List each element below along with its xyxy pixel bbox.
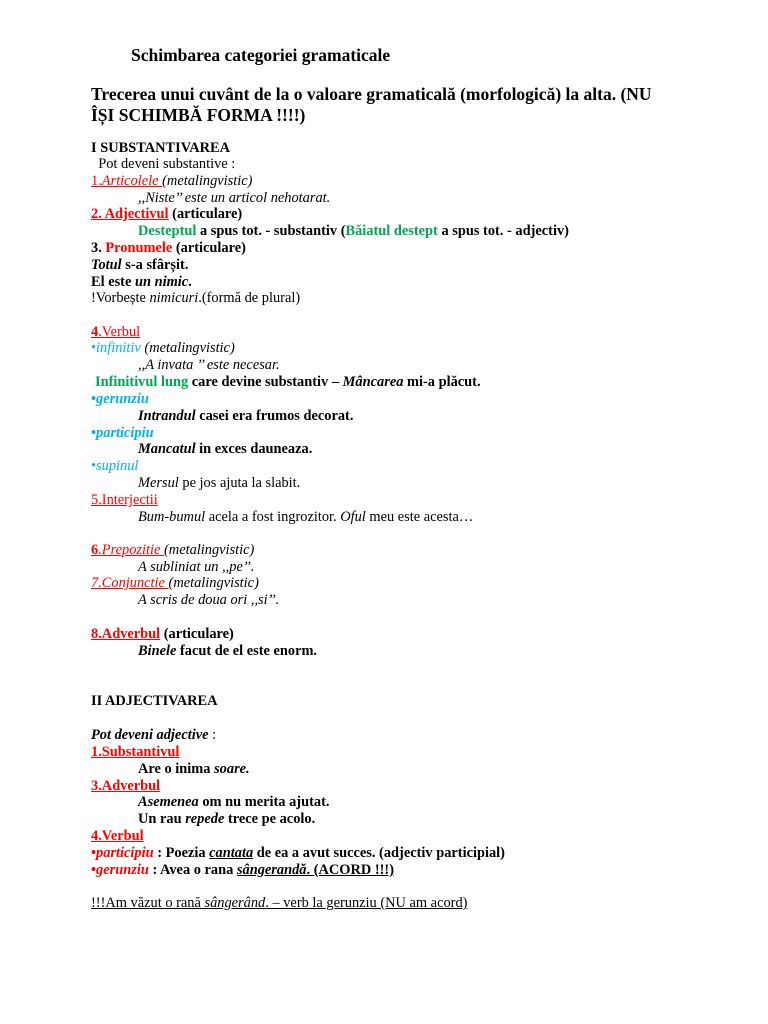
lead-text: : xyxy=(208,727,217,743)
item-adverbul xyxy=(91,626,234,643)
example-text: !Vorbește xyxy=(91,290,150,306)
document-title: Schimbarea categoriei gramaticale xyxy=(131,45,391,65)
item-note: (articulare) xyxy=(172,240,246,256)
example-pronumele-3 xyxy=(91,290,300,307)
example-text: . (ACORD !!!) xyxy=(306,862,395,878)
note-text: !!!Am văzut o rană xyxy=(91,895,205,911)
item-note: (metalingvistic) xyxy=(164,542,255,558)
item-prepozitie xyxy=(91,542,254,559)
example-text: El este xyxy=(91,274,135,290)
example-word: Oful xyxy=(340,509,366,525)
example-word: Desteptul xyxy=(138,223,197,239)
bullet: • xyxy=(91,425,97,441)
example-text: acela a fost ingrozitor. xyxy=(205,509,341,525)
subitem-supinul xyxy=(91,458,138,475)
bullet: • xyxy=(91,391,97,407)
subitem-gerunziu-2 xyxy=(91,862,394,879)
section-heading-adjectivarea: II ADJECTIVAREA xyxy=(91,693,218,709)
subitem-label-gerunziu: gerunziu xyxy=(96,391,149,407)
example-text: pe jos ajuta la slabit. xyxy=(178,475,301,491)
example-text: .(formă de plural) xyxy=(198,290,301,306)
example-pronumele-2 xyxy=(91,274,192,291)
example-adverbul xyxy=(138,643,317,660)
example-word: un nimic xyxy=(134,274,189,290)
example-infinitiv-lung xyxy=(95,374,481,391)
example-word: Mersul xyxy=(138,475,179,491)
subitem-label-participiu: participiu xyxy=(96,425,154,441)
example-word: soare. xyxy=(214,761,250,777)
adjective-lead xyxy=(91,727,216,744)
example-word: Mancatul xyxy=(138,441,196,457)
example-word: Asemenea xyxy=(138,794,199,810)
subitem-label-infinitiv: infinitiv xyxy=(96,340,141,356)
item-number: 1. xyxy=(91,173,102,189)
item-note: (articulare) xyxy=(168,206,243,222)
substantive-lead: Pot deveni substantive : xyxy=(91,156,236,172)
item-label-adverbul: Adverbul xyxy=(101,626,161,642)
example-text: om nu merita ajutat. xyxy=(198,794,330,810)
item-label-pronumele: Pronumele xyxy=(105,240,173,256)
example-text: : Avea o rana xyxy=(148,862,237,878)
example-text: : Poezia xyxy=(153,845,210,861)
example-prepozitie: A subliniat un ,,pe’’. xyxy=(138,559,255,575)
subitem-label-participiu: participiu xyxy=(96,845,154,861)
section-heading-substantivarea: I SUBSTANTIVAREA xyxy=(91,140,231,156)
example-adjectivul xyxy=(138,223,569,240)
item-number: 3. xyxy=(91,240,106,256)
example-pronumele-1 xyxy=(91,257,188,274)
item-note: (articulare) xyxy=(160,626,234,642)
example-word: cantata xyxy=(209,845,254,861)
intro-line-1: Trecerea unui cuvânt de la o valoare gramaticală (morfologică) la alta. (NU xyxy=(91,84,652,104)
item-number: 1. xyxy=(91,744,102,760)
example-word: Băiatul destept xyxy=(345,223,438,239)
example-text: a spus tot. - adjectiv) xyxy=(437,223,569,239)
example-articolele: ,,Niste’’ este un articol nehotarat. xyxy=(138,190,331,206)
example-conjunctie: A scris de doua ori ,,si’’. xyxy=(138,592,280,608)
item-note: (metalingvistic) xyxy=(162,173,253,189)
example-text: mi-a plăcut. xyxy=(403,374,481,390)
subitem-gerunziu xyxy=(91,391,149,408)
bullet: • xyxy=(91,458,97,474)
item-articolele xyxy=(91,173,252,190)
item-number: 7. xyxy=(91,575,102,591)
example-text: care devine substantiv – xyxy=(188,374,343,390)
example-adverbul-2-1 xyxy=(138,794,329,811)
subitem-label-gerunziu: gerunziu xyxy=(96,862,149,878)
intro-line-2: ÎȘI SCHIMBĂ FORMA !!!!) xyxy=(91,105,306,125)
example-word: Mâncarea xyxy=(342,374,404,390)
item-adverbul-2 xyxy=(91,778,160,795)
bullet: • xyxy=(91,845,97,861)
example-word: nimicuri xyxy=(149,290,199,306)
item-label-conjunctie: Conjunctie xyxy=(101,575,169,591)
example-text: de ea a avut succes. (adjectiv participial) xyxy=(253,845,505,861)
example-word: repede xyxy=(185,811,225,827)
example-interjectii xyxy=(138,509,473,526)
item-verbul xyxy=(91,324,140,341)
example-gerunziu xyxy=(138,408,353,425)
example-text: in exces dauneaza. xyxy=(195,441,313,457)
item-number: 8. xyxy=(91,626,102,642)
subitem-infinitiv xyxy=(91,340,235,357)
subitem-participiu-2 xyxy=(91,845,505,862)
bullet: • xyxy=(91,862,97,878)
item-label-adjectivul: Adjectivul xyxy=(104,206,169,222)
example-word: Binele xyxy=(138,643,177,659)
example-text: Un rau xyxy=(138,811,186,827)
item-substantivul xyxy=(91,744,179,761)
example-word: Totul xyxy=(91,257,122,273)
example-adverbul-2-2 xyxy=(138,811,315,828)
item-interjectii: 5.Interjectii xyxy=(91,492,158,508)
note-text: . – verb la gerunziu (NU am acord) xyxy=(265,895,468,911)
item-number: 2. xyxy=(91,206,105,222)
item-label-adverbul: Adverbul xyxy=(101,778,161,794)
item-number: 6 xyxy=(91,542,99,558)
note-word: sângerând xyxy=(204,895,266,911)
item-adjectivul xyxy=(91,206,242,223)
subitem-note: (metalingvistic) xyxy=(140,340,235,356)
example-text: . xyxy=(188,274,192,290)
lead-text: Pot deveni adjective xyxy=(91,727,209,743)
bullet: • xyxy=(91,340,97,356)
item-number: 3. xyxy=(91,778,102,794)
item-number: 4. xyxy=(91,828,102,844)
item-number: 4 xyxy=(91,324,99,340)
example-word: Intrandul xyxy=(138,408,196,424)
example-substantivul xyxy=(138,761,250,778)
item-label-verbul: Verbul xyxy=(101,828,144,844)
subitem-participiu xyxy=(91,425,154,442)
example-text: Are o inima xyxy=(138,761,215,777)
gerund-note xyxy=(91,895,467,912)
example-text: a spus tot. - substantiv ( xyxy=(196,223,346,239)
item-label-prepozitie: .Prepozitie xyxy=(98,542,165,558)
item-label-substantivul: Substantivul xyxy=(101,744,180,760)
subitem-label-supinul: supinul xyxy=(96,458,139,474)
example-infinitiv: ,,A invata ’’ este necesar. xyxy=(138,357,280,373)
example-text: casei era frumos decorat. xyxy=(195,408,354,424)
example-word: Infinitivul lung xyxy=(95,374,189,390)
item-conjunctie xyxy=(91,575,259,592)
item-pronumele xyxy=(91,240,246,257)
example-participiu xyxy=(138,441,312,458)
example-text: trece pe acolo. xyxy=(224,811,316,827)
item-label-articolele: Articolele xyxy=(101,173,163,189)
example-text: s-a sfârșit. xyxy=(121,257,189,273)
example-supinul xyxy=(138,475,300,492)
item-note: (metalingvistic) xyxy=(168,575,259,591)
example-text: meu este acesta… xyxy=(365,509,474,525)
example-text: facut de el este enorm. xyxy=(176,643,318,659)
item-label-verbul: .Verbul xyxy=(98,324,141,340)
example-word: sângerandă xyxy=(236,862,307,878)
example-word: Bum-bumul xyxy=(138,509,206,525)
item-verbul-2 xyxy=(91,828,144,845)
